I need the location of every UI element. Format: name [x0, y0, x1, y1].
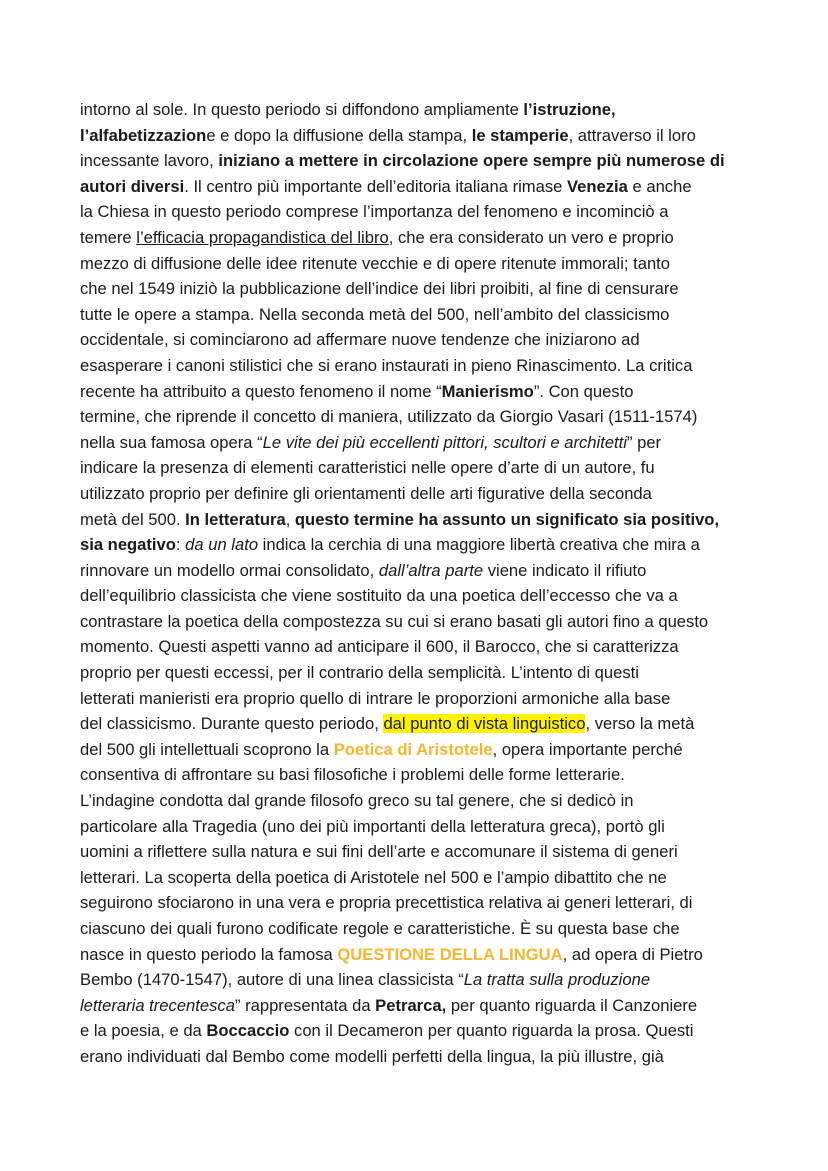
text-run: termine, che riprende il concetto di maniera, utilizzato da Giorgio Vasari (1511-1574) — [80, 407, 698, 427]
bold-text: Petrarca, — [375, 995, 447, 1015]
text-line — [80, 1044, 780, 1070]
text-run: intorno al sole. In questo periodo si diffondono ampliamente — [80, 100, 524, 119]
text-run: rinnovare un modello ormai consolidato, — [80, 560, 379, 580]
text-line — [80, 199, 780, 225]
text-line — [80, 686, 780, 712]
text-line — [80, 993, 780, 1019]
text-line — [80, 532, 780, 558]
text-run: occidentale, si cominciarono ad affermare nuove tendenze che iniziarono ad — [80, 330, 640, 350]
text-line — [80, 379, 780, 405]
text-run: proprio per questi eccessi, per il contrario della semplicità. L’intento di questi — [80, 663, 639, 683]
text-run: con il Decameron per quanto riguarda la prosa. Questi — [289, 1021, 694, 1041]
text-run: che nel 1549 iniziò la pubblicazione dell’indice dei libri proibiti, al fine di censurare — [80, 279, 679, 299]
text-line — [80, 174, 780, 200]
text-run: recente ha attribuito a questo fenomeno il nome “ — [80, 381, 442, 401]
text-line — [80, 430, 780, 456]
text-run: indica la cerchia di una maggiore libertà creativa che mira a — [258, 535, 700, 555]
text-run: , ad opera di Pietro — [562, 944, 703, 964]
colored-heading-text: QUESTIONE DELLA LINGUA — [337, 944, 563, 964]
text-line — [80, 123, 780, 149]
text-run: , opera importante perché — [492, 739, 683, 759]
text-run: , — [285, 509, 295, 529]
text-line — [80, 97, 780, 123]
text-run: , attraverso il loro — [568, 125, 696, 145]
text-run: ”. Con questo — [533, 381, 634, 401]
text-line — [80, 558, 780, 584]
text-run: esasperare i canoni stilistici che si erano instaurati in pieno Rinascimento. La critica — [80, 355, 693, 375]
text-run: ciascuno dei quali furono codificate regole e caratteristiche. È su questa base che — [80, 919, 680, 938]
underlined-text: l’efficacia propagandistica del libro — [136, 227, 389, 247]
text-run: mezzo di diffusione delle idee ritenute vecchie e di opere ritenute immorali; tanto — [80, 253, 671, 273]
text-run: uomini a riflettere sulla natura e sui fini dell’arte e accomunare il sistema di generi — [80, 842, 678, 862]
text-line — [80, 711, 780, 737]
bold-text: Manierismo — [441, 381, 534, 401]
text-run: particolare alla Tragedia (uno dei più importanti della letteratura greca), portò gli — [80, 816, 665, 836]
text-run: tutte le opere a stampa. Nella seconda metà del 500, nell’ambito del classicismo — [80, 304, 670, 324]
text-run: consentiva di affrontare su basi filosofiche i problemi delle forme letterarie. — [80, 765, 625, 785]
text-run: seguirono sfociarono in una vera e propria precettistica relativa ai generi letterari, di — [80, 893, 693, 913]
text-run: la Chiesa in questo periodo comprese l’importanza del fenomeno e incominciò a — [80, 202, 669, 222]
text-line — [80, 634, 780, 660]
text-line — [80, 148, 780, 174]
text-run: , verso la metà — [585, 714, 695, 734]
text-run: letterari. La scoperta della poetica di Aristotele nel 500 e l’ampio dibattito che ne — [80, 867, 667, 887]
bold-text: Venezia — [567, 176, 628, 196]
text-line — [80, 660, 780, 686]
text-run: e la poesia, e da — [80, 1021, 207, 1041]
italic-text: da un lato — [185, 535, 259, 555]
text-run: , che era considerato un vero e proprio — [388, 227, 674, 247]
italic-text: dall’altra parte — [378, 560, 484, 580]
colored-heading-text: Poetica di Aristotele — [333, 739, 493, 759]
text-line — [80, 942, 780, 968]
text-line — [80, 583, 780, 609]
text-run: per quanto riguarda il Canzoniere — [446, 995, 698, 1015]
text-run: incessante lavoro, — [80, 151, 219, 171]
text-line — [80, 865, 780, 891]
text-run: erano individuati dal Bembo come modelli perfetti della lingua, la più illustre, già — [80, 1046, 664, 1066]
text-run: . Il centro più importante dell’editoria italiana rimase — [184, 176, 567, 196]
text-run: contrastare la poetica della compostezza su cui si erano basati gli autori fino a questo — [80, 611, 709, 631]
text-line — [80, 481, 780, 507]
text-line — [80, 788, 780, 814]
text-line — [80, 404, 780, 430]
text-run: dell’equilibrio classicista che viene sostituito da una poetica dell’eccesso che va a — [80, 586, 678, 606]
text-run: viene indicato il rifiuto — [483, 560, 647, 580]
text-line — [80, 916, 780, 942]
text-run: letterati manieristi era proprio quello di intrare le proporzioni armoniche alla base — [80, 688, 671, 708]
text-run: ” per — [626, 432, 662, 452]
text-line — [80, 507, 780, 533]
text-run: Bembo (1470-1547), autore di una linea classicista “ — [80, 970, 464, 990]
text-line — [80, 890, 780, 916]
text-run: indicare la presenza di elementi caratteristici nelle opere d’arte di un autore, fu — [80, 458, 655, 478]
bold-text: sia negativo — [80, 535, 176, 555]
text-line — [80, 327, 780, 353]
text-line — [80, 737, 780, 763]
text-line — [80, 839, 780, 865]
text-line — [80, 455, 780, 481]
italic-text: letteraria trecentesca — [80, 995, 235, 1015]
bold-text: l’istruzione, — [523, 100, 616, 119]
text-run: metà del 500. — [80, 509, 186, 529]
text-run: L’indagine condotta dal grande filosofo greco su tal genere, che si dedicò in — [80, 791, 634, 811]
text-line — [80, 353, 780, 379]
text-run: utilizzato proprio per definire gli orientamenti delle arti figurative della seconda — [80, 483, 652, 503]
bold-text: l’alfabetizzazion — [80, 125, 207, 145]
bold-text: Boccaccio — [206, 1021, 290, 1041]
text-run: del 500 gli intellettuali scoprono la — [80, 739, 334, 759]
text-line — [80, 609, 780, 635]
text-run: del classicismo. Durante questo periodo, — [80, 714, 384, 734]
bold-text: In letteratura — [185, 509, 286, 529]
text-run: : — [175, 535, 186, 555]
text-run: ” rappresentata da — [234, 995, 376, 1015]
text-run: temere — [80, 227, 137, 247]
highlighted-text: dal punto di vista linguistico — [383, 714, 586, 734]
text-run: e anche — [627, 176, 692, 196]
text-line — [80, 762, 780, 788]
bold-text: le stamperie — [471, 125, 569, 145]
text-run: e e dopo la diffusione della stampa, — [206, 125, 472, 145]
bold-text: questo termine ha assunto un significato sia positivo, — [294, 509, 720, 529]
text-run: nasce in questo periodo la famosa — [80, 944, 338, 964]
body-text — [80, 97, 780, 1070]
bold-text: autori diversi — [80, 176, 185, 196]
text-run: momento. Questi aspetti vanno ad anticipare il 600, il Barocco, che si caratterizza — [80, 637, 679, 657]
bold-text: iniziano a mettere in circolazione opere sempre più numerose di — [218, 151, 725, 171]
text-line — [80, 251, 780, 277]
text-line — [80, 302, 780, 328]
italic-text: La tratta sulla produzione — [463, 970, 651, 990]
text-run: nella sua famosa opera “ — [80, 432, 263, 452]
italic-text: Le vite dei più eccellenti pittori, scultori e architetti — [262, 432, 627, 452]
text-line — [80, 814, 780, 840]
text-line — [80, 967, 780, 993]
text-line — [80, 225, 780, 251]
text-line — [80, 1018, 780, 1044]
text-line — [80, 276, 780, 302]
